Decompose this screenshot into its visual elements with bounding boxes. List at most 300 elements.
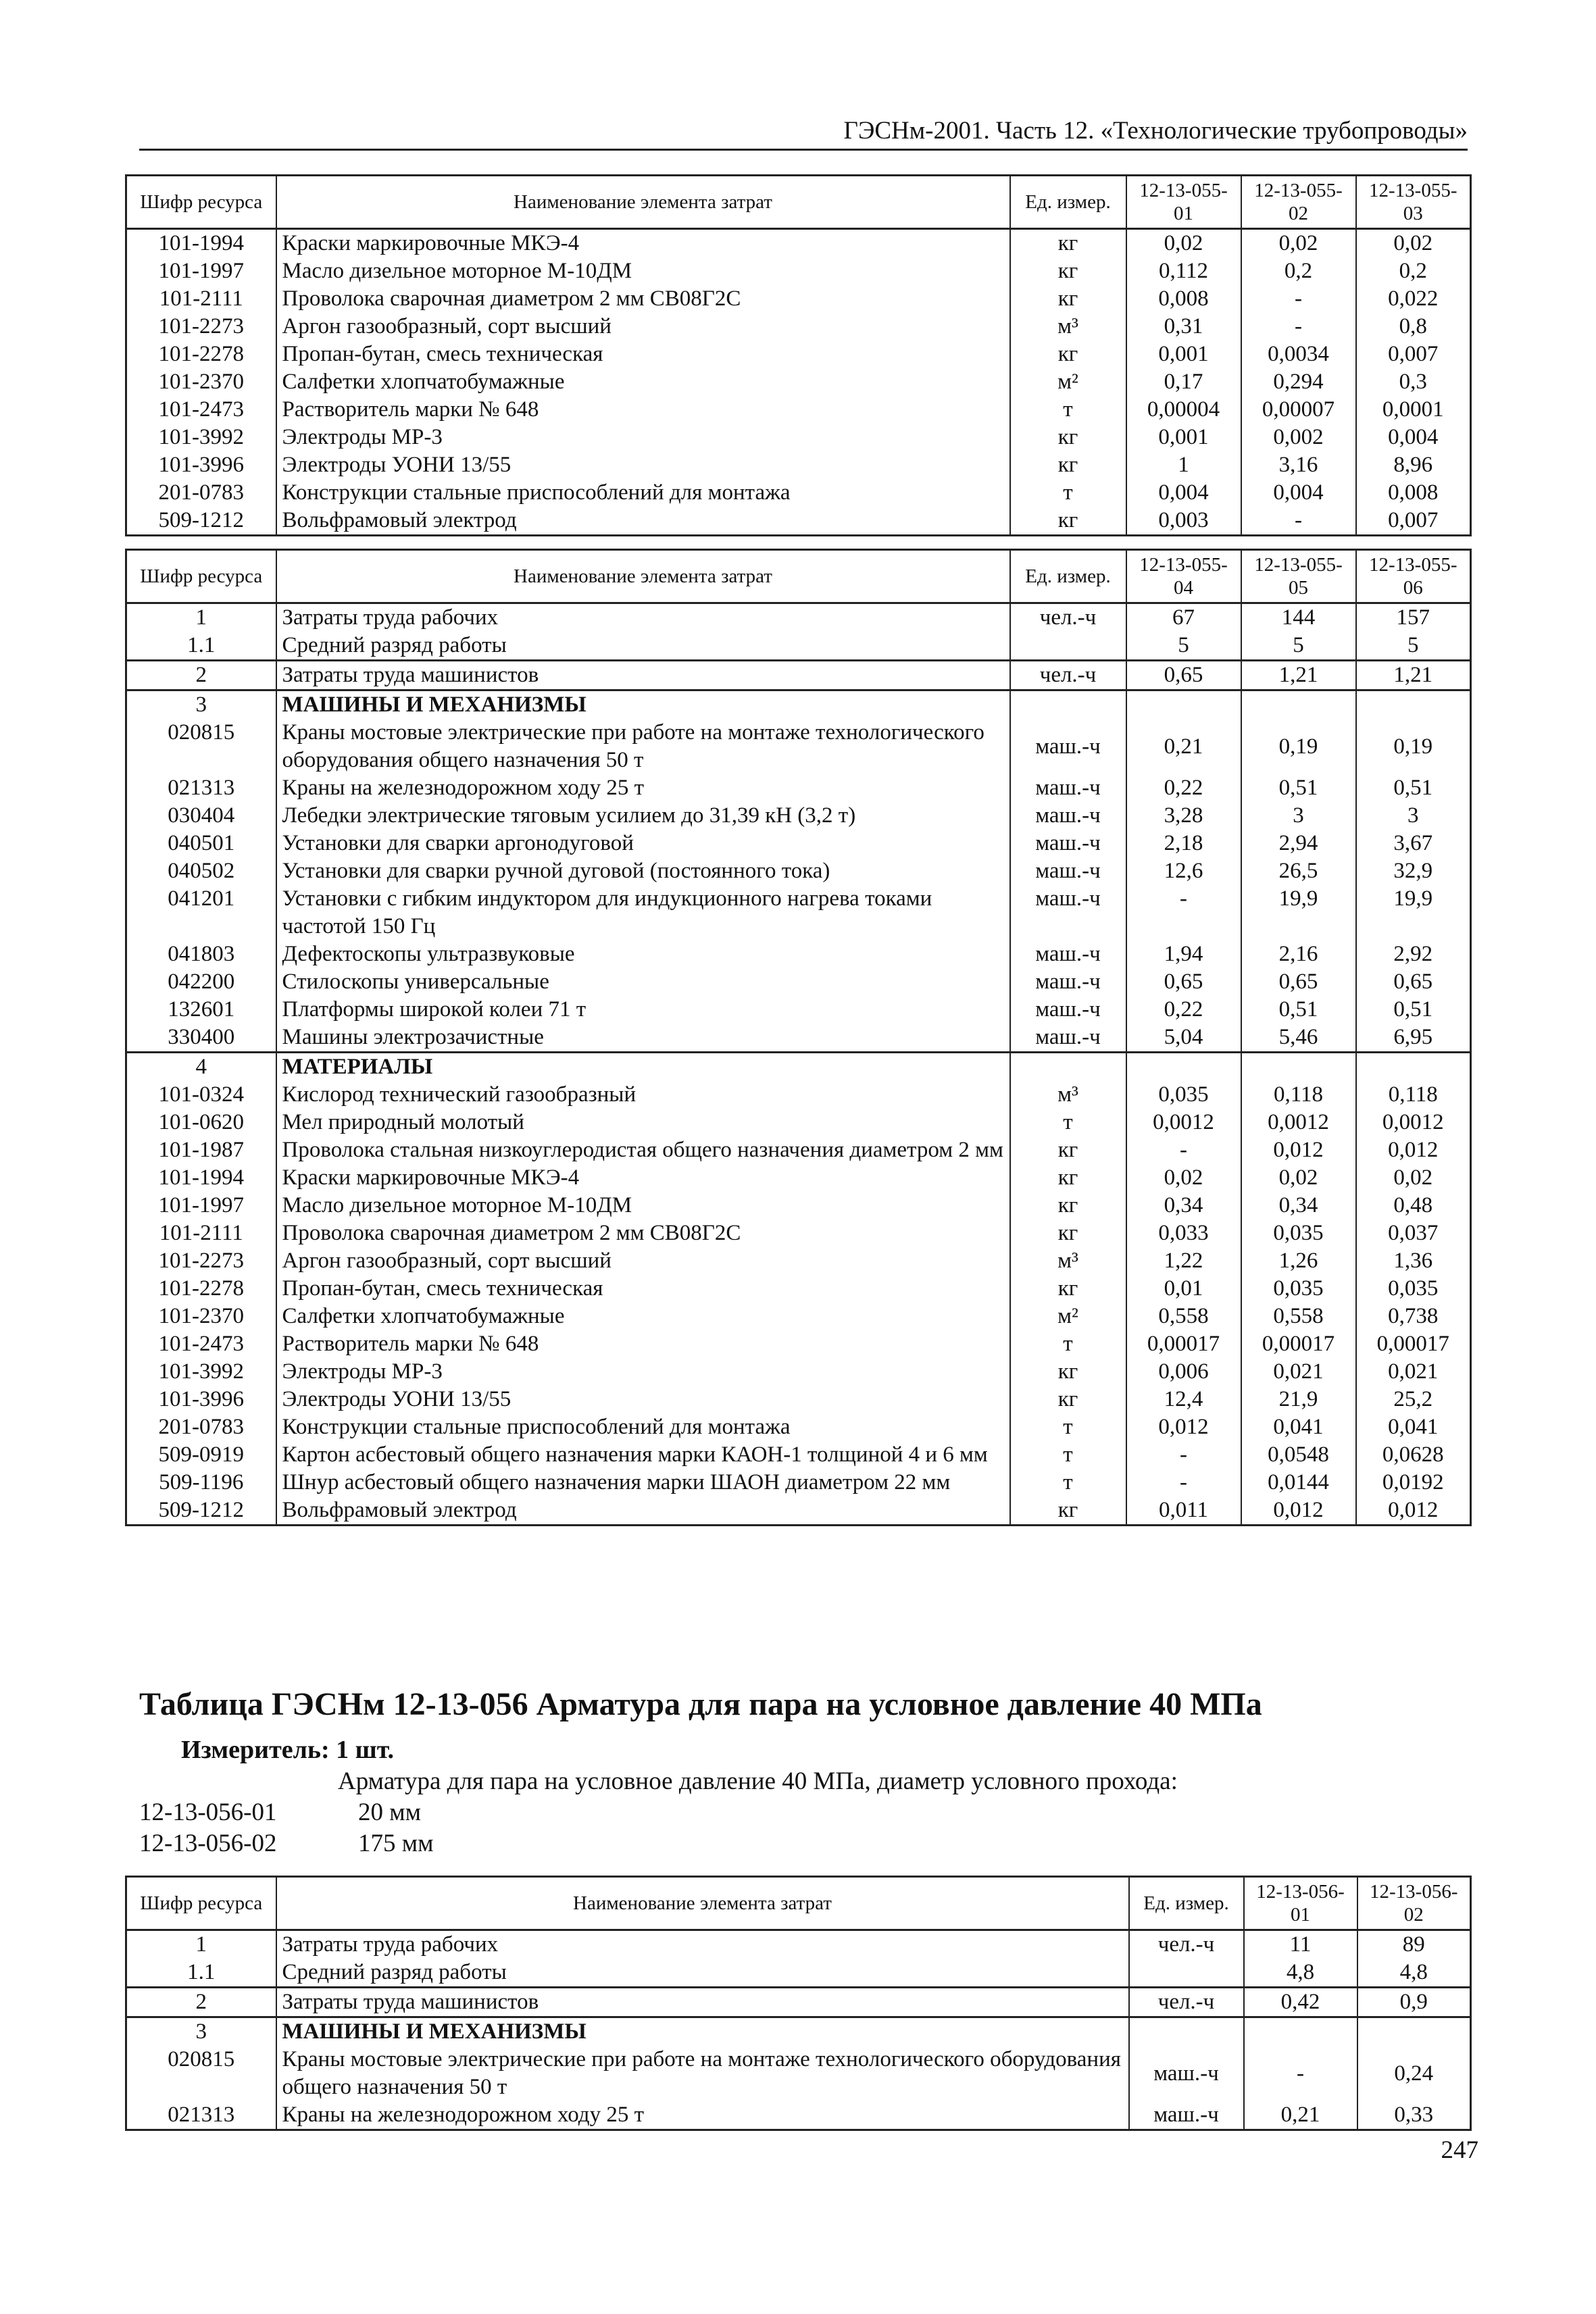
resource-name-cell: Шнур асбестовый общего назначения марки ШАОН диаметром 22 мм <box>276 1469 1010 1496</box>
value-cell: 19,9 <box>1241 885 1356 940</box>
resource-code-cell: 041803 <box>126 940 276 968</box>
resource-name-cell: Затраты труда рабочих <box>276 603 1010 632</box>
value-cell: 0,035 <box>1356 1275 1471 1303</box>
value-cell: 0,51 <box>1356 996 1471 1024</box>
unit-cell: кг <box>1010 341 1126 368</box>
resource-name-cell: Платформы широкой колеи 71 т <box>276 996 1010 1024</box>
resource-code-cell: 101-2273 <box>126 313 276 341</box>
value-cell: 0,033 <box>1126 1219 1241 1247</box>
value-cell: 3 <box>1356 802 1471 830</box>
resource-name-cell: МАШИНЫ И МЕХАНИЗМЫ <box>276 690 1010 720</box>
value-cell: 0,558 <box>1126 1303 1241 1330</box>
value-cell: 0,2 <box>1241 257 1356 285</box>
value-cell: 0,65 <box>1126 661 1241 690</box>
unit-cell: кг <box>1010 1136 1126 1164</box>
resource-name-cell: Кислород технический газообразный <box>276 1081 1010 1109</box>
value-cell: 89 <box>1357 1930 1471 1959</box>
resource-code-cell: 101-3996 <box>126 451 276 479</box>
unit-cell: кг <box>1010 424 1126 451</box>
unit-cell: м³ <box>1010 1247 1126 1275</box>
table-row <box>126 285 1471 313</box>
value-cell: 0,738 <box>1356 1303 1471 1330</box>
value-cell <box>1244 2017 1357 2046</box>
value-cell: - <box>1126 1469 1241 1496</box>
resource-code-cell: 101-2370 <box>126 368 276 396</box>
resource-name-cell: Пропан-бутан, смесь техническая <box>276 341 1010 368</box>
value-cell: 25,2 <box>1356 1386 1471 1413</box>
value-cell: 0,012 <box>1356 1136 1471 1164</box>
value-cell: 0,00017 <box>1126 1330 1241 1358</box>
value-cell: 0,035 <box>1126 1081 1241 1109</box>
table-row <box>126 341 1471 368</box>
resource-code-cell: 1 <box>126 603 276 632</box>
variant-line <box>139 1828 434 1859</box>
table-row <box>126 1386 1471 1413</box>
resource-code-cell: 3 <box>126 2017 276 2046</box>
resource-code-cell: 101-2278 <box>126 341 276 368</box>
unit-cell: т <box>1010 1441 1126 1469</box>
table-row <box>126 1081 1471 1109</box>
unit-cell: чел.-ч <box>1129 1988 1244 2017</box>
unit-cell: маш.-ч <box>1010 1024 1126 1053</box>
table-row <box>126 1469 1471 1496</box>
unit-cell: м³ <box>1010 313 1126 341</box>
resource-name-cell: Краны мостовые электрические при работе на монтаже технологического оборудования общего назначения 50 т <box>276 2046 1129 2101</box>
value-cell: 4,8 <box>1244 1959 1357 1988</box>
table-header-row <box>126 176 1471 229</box>
resource-code-cell: 509-1212 <box>126 1496 276 1526</box>
value-cell: 3,28 <box>1126 802 1241 830</box>
resource-name-cell: МАТЕРИАЛЫ <box>276 1053 1010 1082</box>
value-cell: 0,24 <box>1357 2046 1471 2101</box>
table-row <box>126 1930 1471 1959</box>
table-row <box>126 424 1471 451</box>
variant-label: 20 мм <box>358 1799 422 1826</box>
value-cell: - <box>1241 285 1356 313</box>
value-cell: 11 <box>1244 1930 1357 1959</box>
resource-name-cell: Аргон газообразный, сорт высший <box>276 1247 1010 1275</box>
value-cell: 0,003 <box>1126 507 1241 536</box>
table-row <box>126 1247 1471 1275</box>
table-row <box>126 1988 1471 2017</box>
value-cell: 0,0012 <box>1126 1109 1241 1136</box>
norm-column-header: 12-13-056-02 <box>1357 1877 1471 1930</box>
table-row <box>126 2017 1471 2046</box>
unit-cell: маш.-ч <box>1010 857 1126 885</box>
table-row <box>126 1109 1471 1136</box>
value-cell: 0,21 <box>1244 2101 1357 2130</box>
resource-name-cell: Электроды МР-3 <box>276 424 1010 451</box>
unit-cell <box>1129 1959 1244 1988</box>
unit-cell: чел.-ч <box>1010 661 1126 690</box>
norm-column-header: 12-13-055-05 <box>1241 550 1356 603</box>
resource-code-cell: 101-2111 <box>126 1219 276 1247</box>
resource-name-cell: Машины электрозачистные <box>276 1024 1010 1053</box>
value-cell: 0,012 <box>1241 1136 1356 1164</box>
value-cell: - <box>1126 1441 1241 1469</box>
table-row <box>126 1164 1471 1192</box>
resource-name-cell: Салфетки хлопчатобумажные <box>276 368 1010 396</box>
resource-code-cell: 1 <box>126 1930 276 1959</box>
resource-code-cell: 2 <box>126 661 276 690</box>
value-cell: 0,558 <box>1241 1303 1356 1330</box>
value-cell: 0,65 <box>1356 968 1471 996</box>
value-cell: 0,008 <box>1356 479 1471 507</box>
unit-cell: т <box>1010 479 1126 507</box>
resource-name-cell: Проволока стальная низкоуглеродистая общего назначения диаметром 2 мм <box>276 1136 1010 1164</box>
resource-code-cell: 101-2111 <box>126 285 276 313</box>
table-row <box>126 1136 1471 1164</box>
variant-code: 12-13-056-01 <box>139 1799 277 1826</box>
table-row <box>126 313 1471 341</box>
resource-name-cell: Конструкции стальные приспособлений для монтажа <box>276 479 1010 507</box>
unit-cell <box>1010 690 1126 720</box>
resource-name-cell: Краски маркировочные МКЭ-4 <box>276 229 1010 258</box>
value-cell: 0,007 <box>1356 341 1471 368</box>
value-cell: 0,31 <box>1126 313 1241 341</box>
value-cell: - <box>1241 313 1356 341</box>
table-row <box>126 690 1471 720</box>
table-row <box>126 1303 1471 1330</box>
resource-code-cell: 101-0620 <box>126 1109 276 1136</box>
table-row <box>126 661 1471 690</box>
table-row <box>126 996 1471 1024</box>
value-cell: 5,04 <box>1126 1024 1241 1053</box>
unit-cell: маш.-ч <box>1129 2046 1244 2101</box>
resource-code-cell: 330400 <box>126 1024 276 1053</box>
value-cell: 0,022 <box>1356 285 1471 313</box>
unit-cell: кг <box>1010 257 1126 285</box>
value-cell: 1,94 <box>1126 940 1241 968</box>
unit-cell: маш.-ч <box>1010 802 1126 830</box>
table-row <box>126 830 1471 857</box>
value-cell: 2,16 <box>1241 940 1356 968</box>
value-cell: 0,012 <box>1241 1496 1356 1526</box>
resource-name-cell: Картон асбестовый общего назначения марки КАОН-1 толщиной 4 и 6 мм <box>276 1441 1010 1469</box>
unit-cell: маш.-ч <box>1010 774 1126 802</box>
value-cell: 0,004 <box>1241 479 1356 507</box>
resource-code-cell: 509-0919 <box>126 1441 276 1469</box>
value-cell: - <box>1244 2046 1357 2101</box>
value-cell: 2,94 <box>1241 830 1356 857</box>
resource-code-cell: 101-2278 <box>126 1275 276 1303</box>
code-column-header: Шифр ресурса <box>126 1877 276 1930</box>
value-cell: 0,0548 <box>1241 1441 1356 1469</box>
name-column-header: Наименование элемента затрат <box>276 550 1010 603</box>
value-cell: 1 <box>1126 451 1241 479</box>
resource-code-cell: 040502 <box>126 857 276 885</box>
value-cell: 0,51 <box>1356 774 1471 802</box>
resource-code-cell: 101-2370 <box>126 1303 276 1330</box>
value-cell: 0,8 <box>1356 313 1471 341</box>
resource-name-cell: Затраты труда рабочих <box>276 1930 1129 1959</box>
resource-name-cell: Электроды УОНИ 13/55 <box>276 451 1010 479</box>
value-cell: 0,0628 <box>1356 1441 1471 1469</box>
unit-cell: маш.-ч <box>1010 996 1126 1024</box>
table-row <box>126 940 1471 968</box>
value-cell: 12,4 <box>1126 1386 1241 1413</box>
resource-name-cell: Растворитель марки № 648 <box>276 1330 1010 1358</box>
resource-name-cell: Средний разряд работы <box>276 632 1010 661</box>
unit-cell: чел.-ч <box>1129 1930 1244 1959</box>
value-cell <box>1241 1053 1356 1082</box>
value-cell: 0,0034 <box>1241 341 1356 368</box>
value-cell: 0,51 <box>1241 996 1356 1024</box>
variant-line <box>139 1797 421 1828</box>
resource-code-cell: 101-3992 <box>126 1358 276 1386</box>
resource-code-cell: 030404 <box>126 802 276 830</box>
table-header-row <box>126 550 1471 603</box>
value-cell: 8,96 <box>1356 451 1471 479</box>
resource-code-cell: 020815 <box>126 2046 276 2101</box>
value-cell: 1,21 <box>1356 661 1471 690</box>
value-cell: 2,18 <box>1126 830 1241 857</box>
resource-code-cell: 041201 <box>126 885 276 940</box>
resource-name-cell: Конструкции стальные приспособлений для монтажа <box>276 1413 1010 1441</box>
unit-cell: кг <box>1010 1358 1126 1386</box>
value-cell: 0,118 <box>1241 1081 1356 1109</box>
value-cell: 0,34 <box>1126 1192 1241 1219</box>
unit-cell: кг <box>1010 1219 1126 1247</box>
resource-name-cell: Проволока сварочная диаметром 2 мм СВ08Г2С <box>276 1219 1010 1247</box>
table-row <box>126 1496 1471 1526</box>
value-cell: 1,26 <box>1241 1247 1356 1275</box>
resource-name-cell: Вольфрамовый электрод <box>276 1496 1010 1526</box>
value-cell <box>1126 1053 1241 1082</box>
value-cell: - <box>1126 1136 1241 1164</box>
table-row <box>126 257 1471 285</box>
resource-table-055-04-06 <box>125 549 1472 1526</box>
value-cell: 0,02 <box>1126 1164 1241 1192</box>
value-cell: 0,42 <box>1244 1988 1357 2017</box>
value-cell: 0,2 <box>1356 257 1471 285</box>
value-cell: 5 <box>1126 632 1241 661</box>
unit-cell: т <box>1010 1469 1126 1496</box>
resource-code-cell: 040501 <box>126 830 276 857</box>
value-cell: 0,012 <box>1126 1413 1241 1441</box>
resource-name-cell: Масло дизельное моторное М-10ДМ <box>276 257 1010 285</box>
resource-name-cell: Дефектоскопы ультразвуковые <box>276 940 1010 968</box>
resource-code-cell: 101-2473 <box>126 1330 276 1358</box>
resource-code-cell: 101-3992 <box>126 424 276 451</box>
unit-cell: кг <box>1010 507 1126 536</box>
value-cell: 0,294 <box>1241 368 1356 396</box>
table-row <box>126 1358 1471 1386</box>
meter-label: Измеритель: 1 шт. <box>181 1736 395 1764</box>
resource-name-cell: Мел природный молотый <box>276 1109 1010 1136</box>
resource-name-cell: Краны мостовые электрические при работе на монтаже технологического оборудования общего назначения 50 т <box>276 719 1010 774</box>
table-row <box>126 1219 1471 1247</box>
value-cell: 21,9 <box>1241 1386 1356 1413</box>
resource-code-cell: 101-0324 <box>126 1081 276 1109</box>
value-cell: 26,5 <box>1241 857 1356 885</box>
value-cell: 0,041 <box>1241 1413 1356 1441</box>
table-row <box>126 229 1471 258</box>
table-row <box>126 857 1471 885</box>
value-cell: 3 <box>1241 802 1356 830</box>
table-row <box>126 603 1471 632</box>
resource-code-cell: 3 <box>126 690 276 720</box>
resource-code-cell: 101-1987 <box>126 1136 276 1164</box>
table-header-row <box>126 1877 1471 1930</box>
unit-cell: кг <box>1010 451 1126 479</box>
value-cell: 67 <box>1126 603 1241 632</box>
value-cell: 0,112 <box>1126 257 1241 285</box>
value-cell: - <box>1126 885 1241 940</box>
value-cell: 0,02 <box>1126 229 1241 258</box>
table-description: Арматура для пара на условное давление 40 МПа, диаметр условного прохода: <box>338 1767 1178 1795</box>
value-cell: 0,0192 <box>1356 1469 1471 1496</box>
resource-code-cell: 201-0783 <box>126 479 276 507</box>
unit-cell <box>1010 632 1126 661</box>
unit-cell: т <box>1010 1413 1126 1441</box>
resource-code-cell: 021313 <box>126 774 276 802</box>
table-row <box>126 802 1471 830</box>
value-cell: 1,21 <box>1241 661 1356 690</box>
resource-table-056 <box>125 1876 1472 2131</box>
unit-cell: маш.-ч <box>1010 940 1126 968</box>
resource-code-cell: 021313 <box>126 2101 276 2130</box>
resource-code-cell: 1.1 <box>126 632 276 661</box>
unit-cell <box>1010 1053 1126 1082</box>
unit-cell: т <box>1010 396 1126 424</box>
code-column-header: Шифр ресурса <box>126 550 276 603</box>
value-cell: 0,65 <box>1241 968 1356 996</box>
variant-code: 12-13-056-02 <box>139 1830 277 1857</box>
table-title: Таблица ГЭСНм 12-13-056 Арматура для пара на условное давление 40 МПа <box>139 1686 1262 1722</box>
resource-code-cell: 101-2473 <box>126 396 276 424</box>
table-row <box>126 1275 1471 1303</box>
resource-code-cell: 4 <box>126 1053 276 1082</box>
value-cell: 0,00007 <box>1241 396 1356 424</box>
unit-column-header: Ед. измер. <box>1010 550 1126 603</box>
page-number: 247 <box>1441 2136 1478 2164</box>
resource-code-cell: 201-0783 <box>126 1413 276 1441</box>
value-cell: 0,00017 <box>1356 1330 1471 1358</box>
value-cell: 6,95 <box>1356 1024 1471 1053</box>
resource-name-cell: Растворитель марки № 648 <box>276 396 1010 424</box>
value-cell: 0,012 <box>1356 1496 1471 1526</box>
value-cell: 0,0144 <box>1241 1469 1356 1496</box>
unit-cell: кг <box>1010 1164 1126 1192</box>
unit-cell: маш.-ч <box>1129 2101 1244 2130</box>
table-row <box>126 1413 1471 1441</box>
norm-column-header: 12-13-056-01 <box>1244 1877 1357 1930</box>
table-row <box>126 2046 1471 2101</box>
resource-code-cell: 132601 <box>126 996 276 1024</box>
value-cell: 5 <box>1356 632 1471 661</box>
table-row <box>126 885 1471 940</box>
resource-code-cell: 101-1994 <box>126 229 276 258</box>
resource-code-cell: 101-1994 <box>126 1164 276 1192</box>
resource-code-cell: 1.1 <box>126 1959 276 1988</box>
table-row <box>126 396 1471 424</box>
resource-name-cell: Установки для сварки аргонодуговой <box>276 830 1010 857</box>
value-cell: 0,00004 <box>1126 396 1241 424</box>
value-cell: 0,34 <box>1241 1192 1356 1219</box>
value-cell: 0,19 <box>1356 719 1471 774</box>
value-cell: 0,33 <box>1357 2101 1471 2130</box>
resource-code-cell: 101-1997 <box>126 257 276 285</box>
table-row <box>126 479 1471 507</box>
value-cell: 0,02 <box>1241 229 1356 258</box>
table-row <box>126 1024 1471 1053</box>
table-row <box>126 1192 1471 1219</box>
value-cell: 1,22 <box>1126 1247 1241 1275</box>
value-cell: 0,011 <box>1126 1496 1241 1526</box>
unit-cell: маш.-ч <box>1010 830 1126 857</box>
norm-column-header: 12-13-055-04 <box>1126 550 1241 603</box>
value-cell: - <box>1241 507 1356 536</box>
resource-table-055-01-03 <box>125 174 1472 536</box>
value-cell: 0,02 <box>1356 229 1471 258</box>
value-cell: 5 <box>1241 632 1356 661</box>
table-row <box>126 719 1471 774</box>
unit-cell: т <box>1010 1330 1126 1358</box>
table-row <box>126 368 1471 396</box>
resource-name-cell: Установки для сварки ручной дуговой (постоянного тока) <box>276 857 1010 885</box>
value-cell: 0,02 <box>1356 1164 1471 1192</box>
value-cell: 0,001 <box>1126 424 1241 451</box>
unit-cell: м³ <box>1010 1081 1126 1109</box>
unit-cell: маш.-ч <box>1010 968 1126 996</box>
resource-code-cell: 101-1997 <box>126 1192 276 1219</box>
norm-column-header: 12-13-055-06 <box>1356 550 1471 603</box>
value-cell: 19,9 <box>1356 885 1471 940</box>
value-cell: 0,9 <box>1357 1988 1471 2017</box>
unit-cell: кг <box>1010 229 1126 258</box>
variant-label: 175 мм <box>358 1830 434 1857</box>
value-cell: 0,002 <box>1241 424 1356 451</box>
unit-column-header: Ед. измер. <box>1129 1877 1244 1930</box>
table-row <box>126 1441 1471 1469</box>
value-cell: 0,001 <box>1126 341 1241 368</box>
value-cell: 0,00017 <box>1241 1330 1356 1358</box>
resource-name-cell: Затраты труда машинистов <box>276 661 1010 690</box>
running-header: ГЭСНм-2001. Часть 12. «Технологические трубопроводы» <box>139 114 1468 151</box>
value-cell: 12,6 <box>1126 857 1241 885</box>
value-cell: 3,16 <box>1241 451 1356 479</box>
unit-cell: чел.-ч <box>1010 603 1126 632</box>
unit-cell: м² <box>1010 1303 1126 1330</box>
value-cell: 0,22 <box>1126 996 1241 1024</box>
value-cell: 0,037 <box>1356 1219 1471 1247</box>
resource-name-cell: Проволока сварочная диаметром 2 мм СВ08Г2С <box>276 285 1010 313</box>
value-cell: 0,01 <box>1126 1275 1241 1303</box>
table-row <box>126 632 1471 661</box>
unit-cell: маш.-ч <box>1010 719 1126 774</box>
unit-cell: кг <box>1010 1386 1126 1413</box>
value-cell: 0,041 <box>1356 1413 1471 1441</box>
resource-code-cell: 509-1196 <box>126 1469 276 1496</box>
unit-cell: маш.-ч <box>1010 885 1126 940</box>
value-cell <box>1356 1053 1471 1082</box>
unit-cell: кг <box>1010 1192 1126 1219</box>
code-column-header: Шифр ресурса <box>126 176 276 229</box>
table-row <box>126 774 1471 802</box>
table-row <box>126 451 1471 479</box>
value-cell: 0,008 <box>1126 285 1241 313</box>
value-cell <box>1126 690 1241 720</box>
resource-code-cell: 101-3996 <box>126 1386 276 1413</box>
name-column-header: Наименование элемента затрат <box>276 176 1010 229</box>
value-cell <box>1356 690 1471 720</box>
unit-cell: м² <box>1010 368 1126 396</box>
value-cell: 5,46 <box>1241 1024 1356 1053</box>
table-row <box>126 1053 1471 1082</box>
value-cell: 0,65 <box>1126 968 1241 996</box>
table-row <box>126 507 1471 536</box>
